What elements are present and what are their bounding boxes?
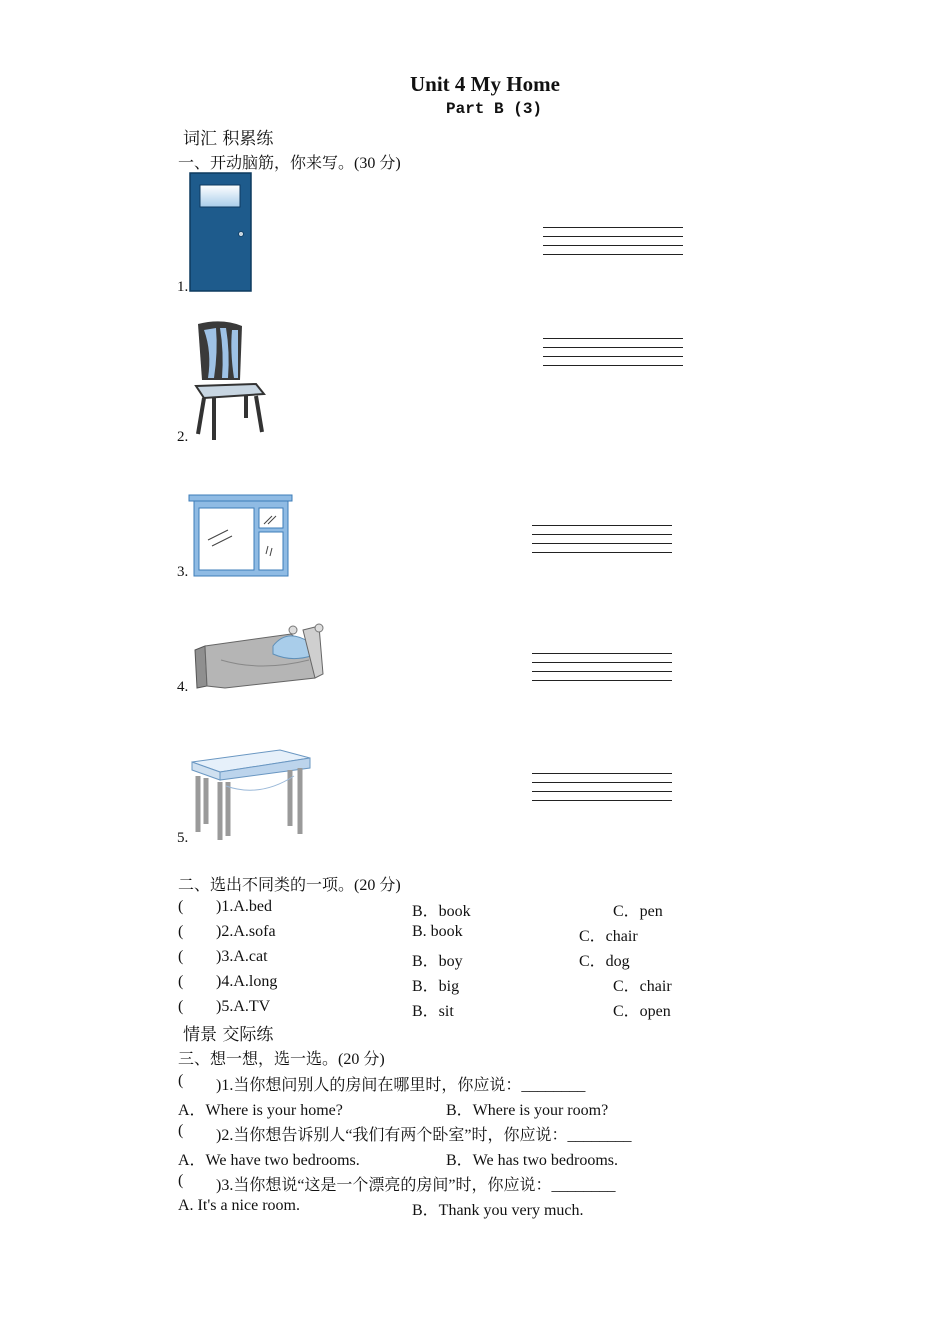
item-number: 4. — [177, 679, 189, 695]
item-number: 3. — [177, 564, 189, 580]
desk-icon — [190, 746, 312, 842]
question-text: )1.当你想问别人的房间在哪里时，你应说：________ — [216, 1077, 586, 1094]
option-b: B．big — [412, 978, 460, 995]
answer-paren[interactable]: ( — [178, 1122, 184, 1139]
chair-icon — [190, 322, 270, 442]
section-heading-vocab: 词汇 积累练 — [183, 129, 274, 149]
answer-paren[interactable]: ( — [178, 1172, 184, 1189]
page-title: Unit 4 My Home — [410, 72, 560, 96]
question-option-a: )2.A.sofa — [216, 923, 276, 940]
door-icon — [189, 172, 253, 292]
part3-title: 三、想一想，选一选。(20 分) — [178, 1051, 385, 1068]
option-c: C．dog — [579, 953, 630, 970]
answer-paren[interactable]: ( — [178, 1072, 184, 1089]
answer-lines[interactable] — [532, 525, 672, 552]
question-option-a: )5.A.TV — [216, 998, 271, 1015]
option-b: B．book — [412, 903, 471, 920]
answer-paren[interactable]: ( — [178, 948, 184, 965]
question-text: )2.当你想告诉别人“我们有两个卧室”时，你应说：________ — [216, 1127, 632, 1144]
answer-paren[interactable]: ( — [178, 898, 184, 915]
answer-lines[interactable] — [543, 338, 683, 365]
option-a: A．We have two bedrooms. — [178, 1152, 360, 1169]
option-a: A．Where is your home? — [178, 1102, 343, 1119]
answer-paren[interactable]: ( — [178, 923, 184, 940]
section-heading-dialog: 情景 交际练 — [183, 1025, 274, 1045]
question-option-a: )4.A.long — [216, 973, 278, 990]
window-icon — [188, 494, 294, 578]
option-c: C．chair — [613, 978, 672, 995]
option-c: C．open — [613, 1003, 671, 1020]
option-c: C．chair — [579, 928, 638, 945]
option-c: C．pen — [613, 903, 663, 920]
question-text: )3.当你想说“这是一个漂亮的房间”时，你应说：________ — [216, 1177, 616, 1194]
answer-paren[interactable]: ( — [178, 973, 184, 990]
page-subtitle: Part B (3) — [446, 100, 543, 118]
option-b: B．We has two bedrooms. — [446, 1152, 619, 1169]
item-number: 5. — [177, 830, 189, 846]
option-b: B．boy — [412, 953, 463, 970]
option-b: B．Thank you very much. — [412, 1202, 584, 1219]
option-a: A. It's a nice room. — [178, 1197, 300, 1214]
item-number: 2. — [177, 429, 189, 445]
answer-lines[interactable] — [532, 653, 672, 680]
option-b: B. book — [412, 923, 463, 940]
part2-title: 二、选出不同类的一项。(20 分) — [178, 877, 401, 894]
question-option-a: )1.A.bed — [216, 898, 272, 915]
bed-icon — [191, 620, 325, 690]
answer-paren[interactable]: ( — [178, 998, 184, 1015]
answer-lines[interactable] — [543, 227, 683, 254]
part1-title: 一、开动脑筋，你来写。(30 分) — [178, 155, 401, 172]
question-option-a: )3.A.cat — [216, 948, 268, 965]
answer-lines[interactable] — [532, 773, 672, 800]
option-b: B．Where is your room? — [446, 1102, 609, 1119]
item-number: 1. — [177, 279, 189, 295]
option-b: B．sit — [412, 1003, 454, 1020]
